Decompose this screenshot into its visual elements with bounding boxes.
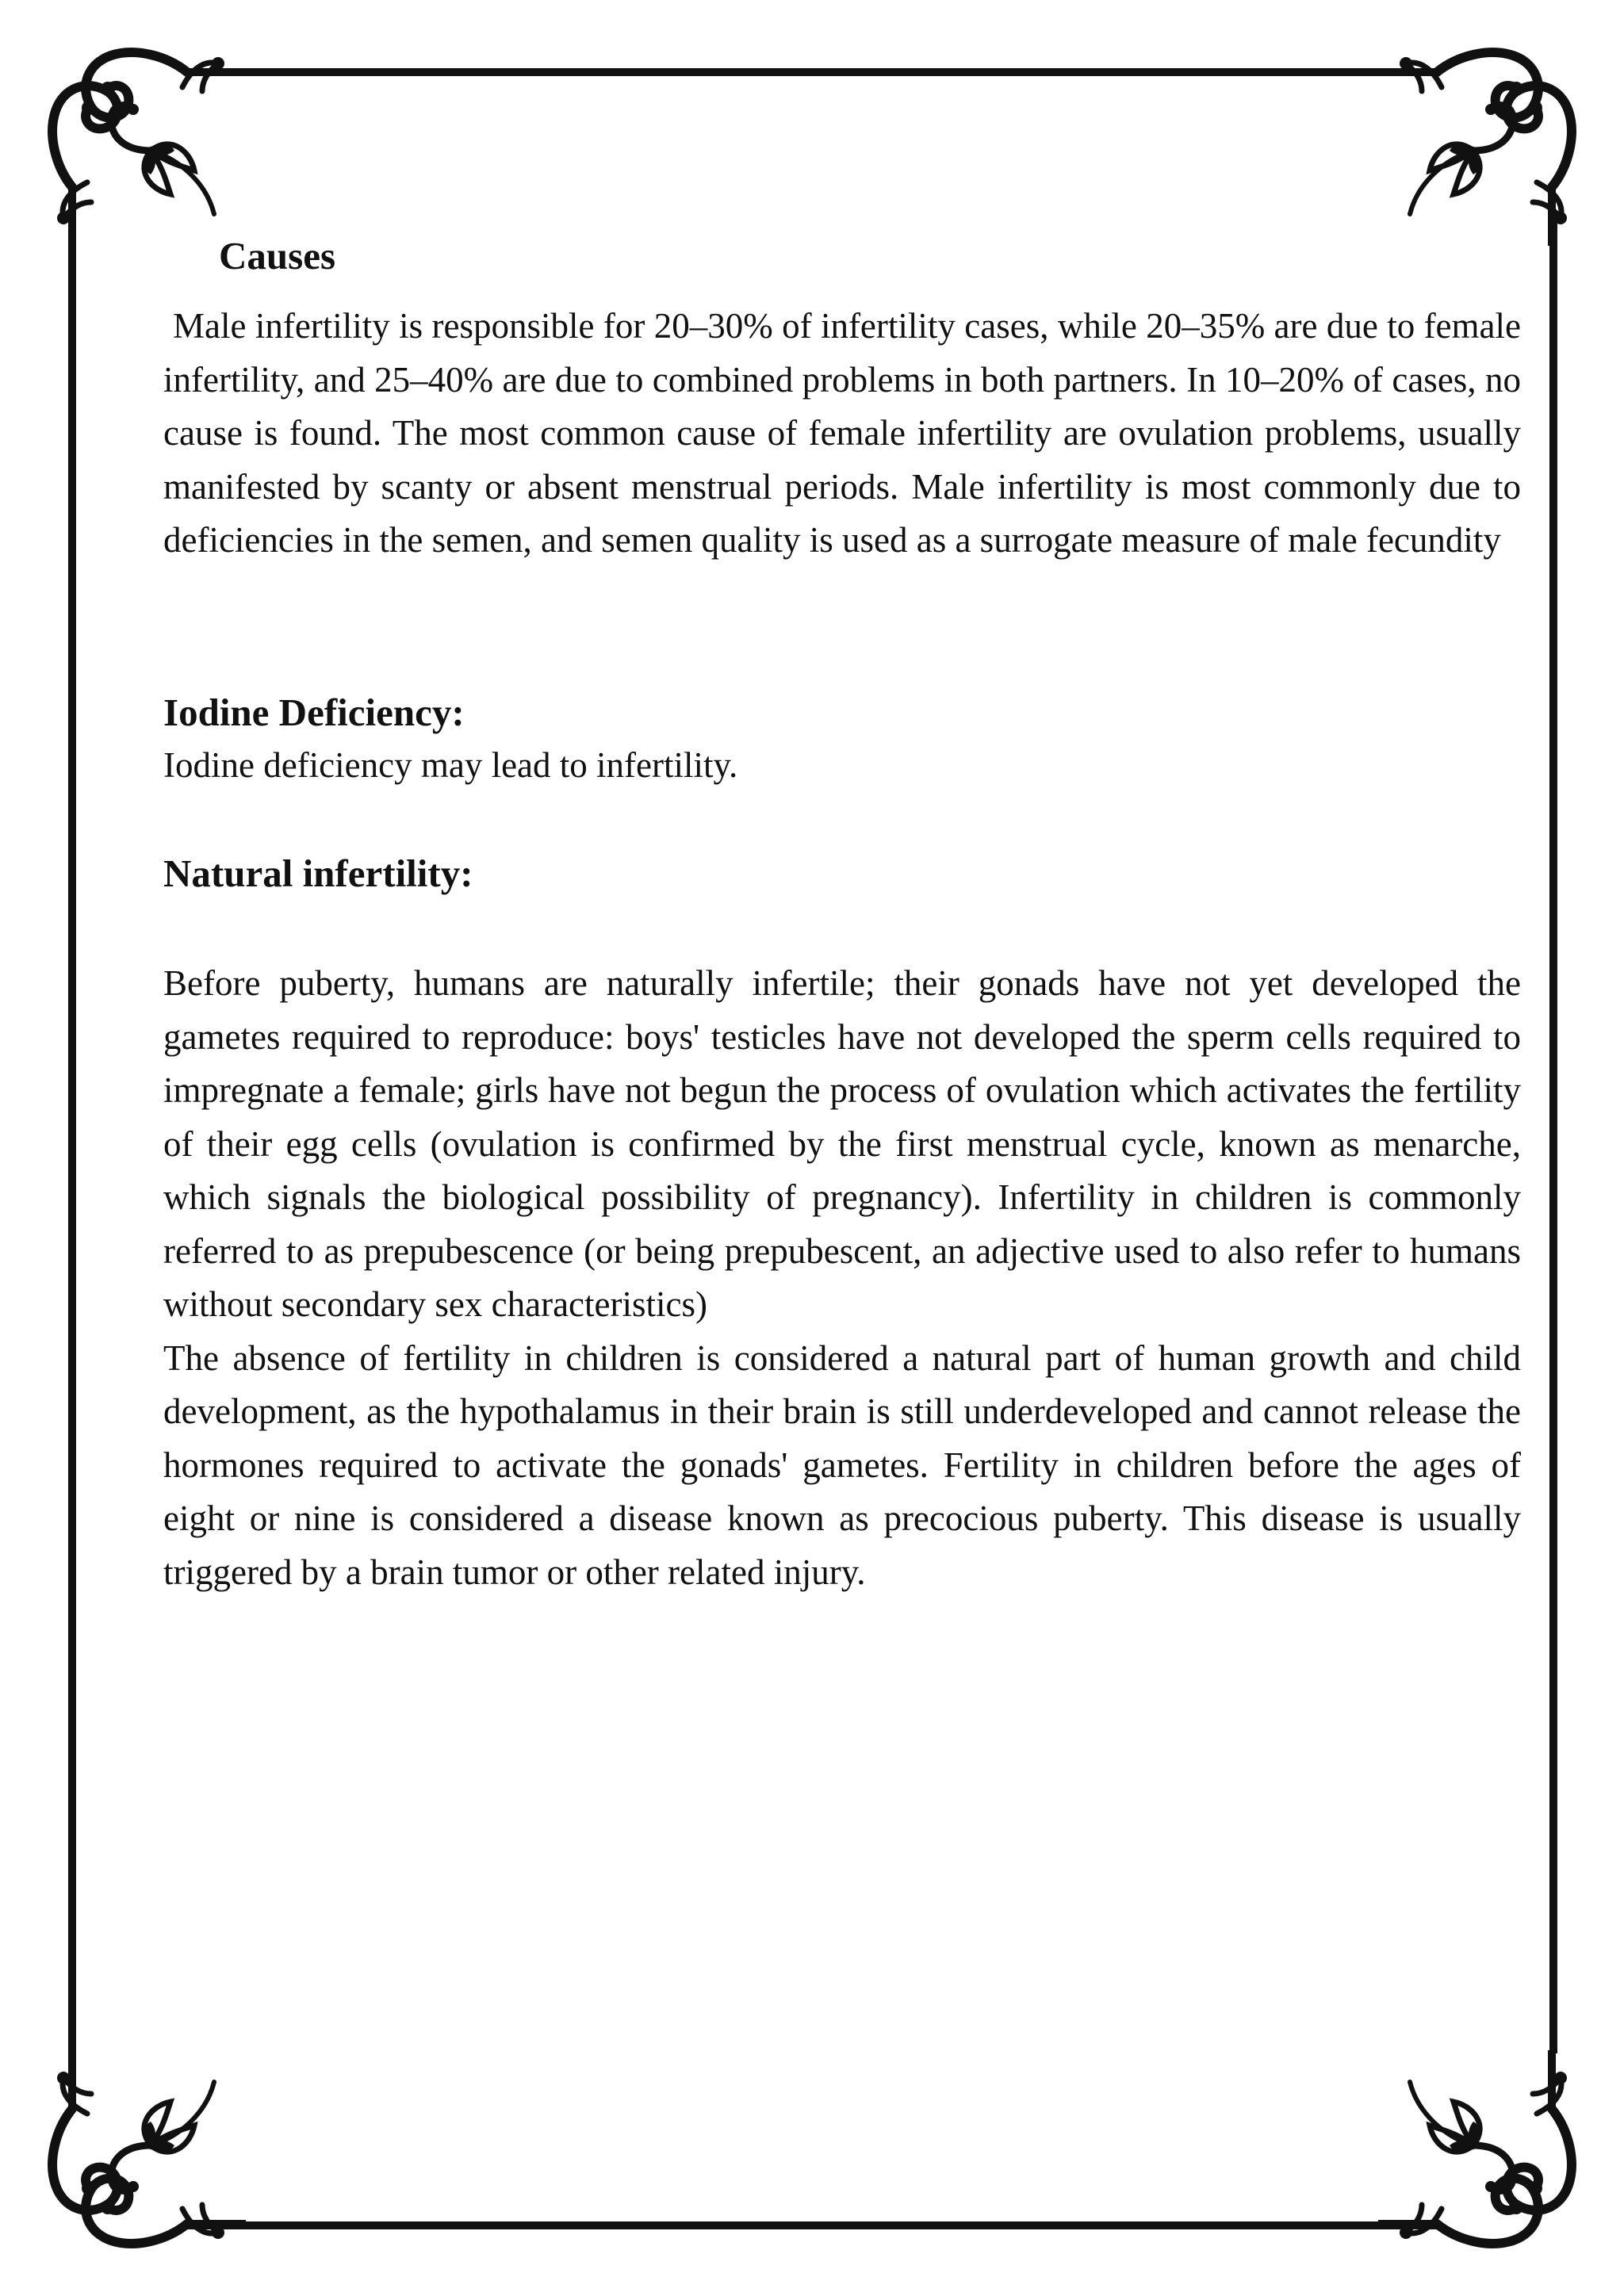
corner-flourish-icon [1378, 32, 1592, 246]
border-left-line [68, 210, 76, 2053]
corner-flourish-icon [32, 32, 246, 246]
paragraph-natural-infertility-2: The absence of fertility in children is considered a natural part of human growth and child development, as the hypothalamus in their brain is still underdeveloped and cannot release the hormones required to activate the gonads' gametes. Fertility in children before the ages of eight or nine is considered a disease known as precocious puberty. This disease is usually triggered by a brain tumor or other related injury. [163, 1337, 1521, 1592]
paragraph-natural-infertility-1: Before puberty, humans are naturally infertile; their gonads have not yet developed the gametes required to reproduce: boys' testicles have not developed the sperm cells required to impregnate a female; girls have not begun the process of ovulation which activates the fertility of their egg cells (ovulation is confirmed by the first menstrual cycle, known as menarche, which signals the biological possibility of pregnancy). Infertility in children is commonly referred to as prepubescence (or being prepubescent, an adjective used to also refer to humans without secondary sex characteristics) [163, 963, 1521, 1324]
heading-causes: Causes [219, 234, 336, 277]
corner-flourish-icon [1378, 2050, 1592, 2264]
corner-flourish-icon [32, 2050, 246, 2264]
document-body [163, 230, 1521, 1599]
heading-iodine-deficiency: Iodine Deficiency: [163, 690, 465, 734]
border-right-line [1549, 210, 1557, 2053]
paragraph-causes: Male infertility is responsible for 20–30% of infertility cases, while 20–35% are due to female infertility, and 25–40% are due to combined problems in both partners. In 10–20% of cases, no cause is found. The most common cause of female infertility are ovulation problems, usually manifested by scanty or absent menstrual periods. Male infertility is most commonly due to deficiencies in the semen, and semen quality is used as a surrogate measure of male fecundity [163, 306, 1521, 560]
paragraph-iodine-deficiency: Iodine deficiency may lead to infertility. [163, 744, 738, 785]
border-top-line [187, 68, 1440, 76]
border-bottom-line [187, 2221, 1440, 2229]
heading-natural-infertility: Natural infertility: [163, 851, 473, 895]
